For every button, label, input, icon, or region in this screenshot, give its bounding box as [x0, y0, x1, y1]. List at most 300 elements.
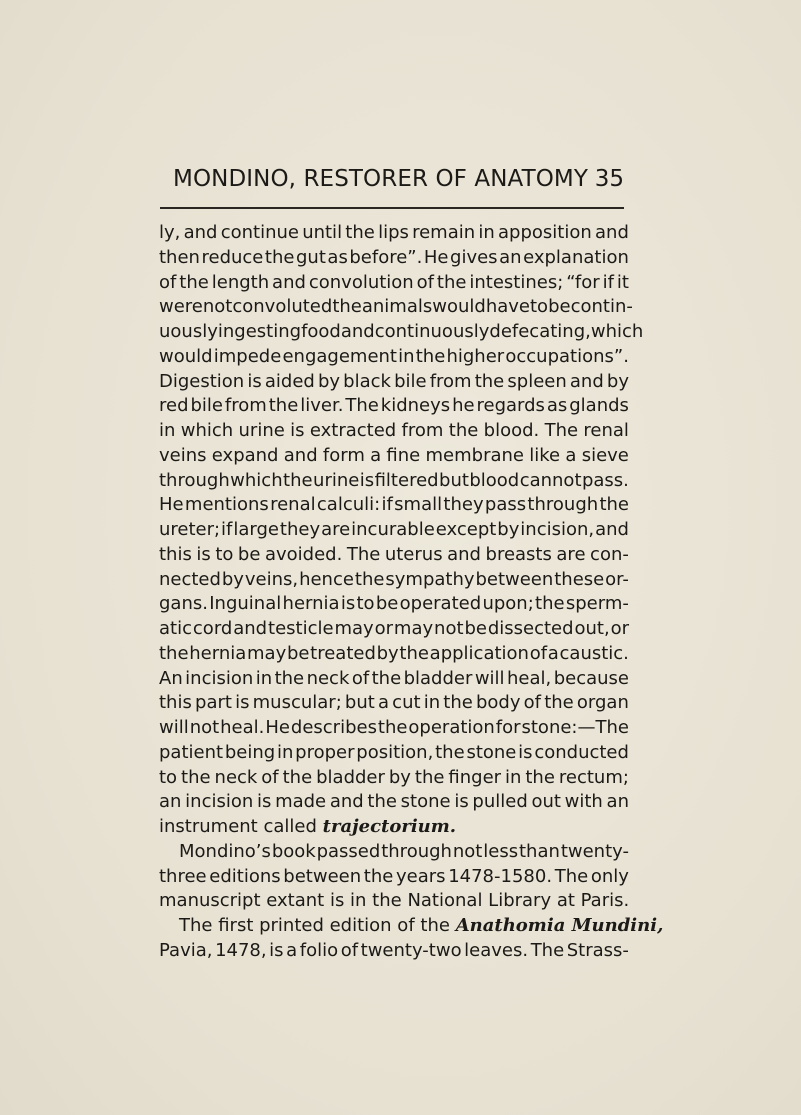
word: is	[518, 741, 533, 763]
word: only	[590, 865, 629, 887]
text-line	[159, 568, 629, 593]
word: and	[272, 271, 306, 293]
word: and	[233, 618, 268, 639]
word: Digestion	[159, 370, 245, 392]
word: patient	[159, 741, 224, 763]
word: may	[247, 642, 287, 664]
word: the	[399, 642, 429, 664]
word: twenty-two	[360, 939, 462, 961]
word: sieve	[581, 444, 629, 466]
word: uterus	[384, 543, 443, 565]
word: is	[340, 593, 356, 615]
word: Mondino’s	[179, 840, 271, 862]
word: neck	[306, 667, 350, 689]
word: it	[616, 271, 629, 293]
word: may	[393, 618, 434, 639]
word: not	[202, 296, 233, 318]
word: in	[159, 420, 176, 441]
word: of	[529, 642, 548, 664]
word: the	[435, 741, 465, 763]
word: leaves.	[464, 939, 529, 961]
word: engagement	[282, 345, 397, 367]
word: aided	[264, 370, 315, 392]
word: in	[255, 667, 273, 689]
word: and	[183, 222, 218, 243]
word: have	[485, 296, 530, 318]
word: treated	[310, 642, 376, 664]
word: The	[346, 543, 381, 565]
word: editions	[209, 865, 281, 887]
word: as	[327, 246, 348, 268]
word: made	[275, 791, 327, 813]
word: a	[286, 939, 298, 961]
word: gives	[450, 246, 498, 268]
text-line	[159, 444, 629, 469]
word: incision	[185, 791, 254, 813]
word: mentions	[184, 494, 269, 516]
word: in	[423, 692, 441, 714]
word: if	[221, 519, 233, 540]
word: the	[345, 222, 375, 243]
body-text	[159, 221, 664, 964]
word: a	[377, 692, 390, 714]
word: ureter;	[159, 519, 221, 540]
word: this	[159, 692, 192, 714]
word: position,	[356, 741, 434, 763]
word: to	[215, 543, 234, 565]
word: from	[429, 370, 472, 392]
word: because	[553, 667, 629, 689]
word: by	[317, 370, 341, 392]
word: gut	[295, 246, 326, 268]
text-line	[159, 741, 629, 766]
word: the	[474, 370, 505, 392]
word: less	[483, 840, 519, 862]
word: He	[265, 717, 290, 738]
word: heal,	[507, 667, 552, 689]
word: of	[261, 766, 279, 788]
word: before”.	[349, 246, 423, 268]
word: the	[436, 271, 467, 293]
word: in	[505, 766, 522, 788]
word: veins,	[244, 568, 299, 590]
word: between	[283, 865, 362, 887]
word: describes	[290, 717, 377, 738]
word: hernia	[282, 593, 340, 615]
word: Inguinal	[209, 593, 282, 615]
word: renal	[583, 420, 629, 441]
word: twenty-	[560, 840, 629, 862]
word: impede	[213, 345, 282, 367]
word: and	[569, 370, 604, 392]
word: which	[180, 420, 234, 441]
word: or	[610, 618, 629, 639]
word: until	[302, 222, 343, 243]
word: liver.	[300, 395, 344, 417]
word: the	[354, 568, 385, 590]
italic-title: Anathomia Mundini,	[455, 915, 664, 936]
word: were	[159, 296, 203, 318]
word: kidneys	[380, 395, 451, 417]
word: and	[329, 791, 364, 813]
word: be	[286, 642, 310, 664]
word: He	[159, 494, 184, 516]
word: black	[343, 370, 391, 392]
word: Strass-	[566, 939, 629, 961]
word: con-	[590, 543, 629, 565]
word: operation	[408, 717, 495, 738]
word: like	[529, 444, 561, 466]
word: of	[340, 939, 359, 961]
word: through	[381, 840, 452, 862]
word: through	[159, 469, 230, 491]
word: but	[344, 692, 375, 714]
word: which	[230, 469, 283, 491]
word: muscular;	[252, 692, 342, 714]
word: the	[363, 865, 394, 887]
word: finger	[448, 766, 502, 788]
word: of	[416, 271, 434, 293]
word: animals	[361, 296, 433, 318]
word: the	[371, 667, 402, 689]
word: 1478,	[215, 939, 267, 961]
word: be	[464, 618, 487, 639]
word: bladder	[316, 766, 385, 788]
text-line	[159, 345, 629, 370]
word: blood	[469, 469, 520, 491]
word: the	[415, 345, 446, 367]
word: remain	[412, 222, 476, 243]
word: pulled	[472, 791, 528, 813]
word: by	[497, 519, 520, 540]
word: spleen	[507, 370, 567, 392]
word: glands	[569, 395, 629, 417]
word: of	[523, 692, 542, 714]
word: convoluted	[232, 296, 333, 318]
paragraph-end-line	[159, 889, 629, 914]
word: hence	[299, 568, 354, 590]
text-line	[159, 543, 629, 568]
word: from	[224, 395, 267, 417]
paragraph-start-line	[159, 840, 629, 865]
word: renal	[270, 494, 316, 516]
word: bladder	[403, 667, 473, 689]
word: passed	[316, 840, 381, 862]
text-line	[159, 667, 629, 692]
word: or-	[605, 568, 629, 590]
text-line	[159, 617, 629, 642]
word: out	[531, 791, 561, 813]
word: three	[159, 865, 207, 887]
word: the	[181, 766, 211, 788]
word: extracted	[309, 420, 397, 441]
word: ly,	[159, 222, 181, 243]
word: contin-	[570, 296, 633, 318]
word: length	[211, 271, 270, 293]
text-line	[159, 271, 629, 296]
word: the	[179, 271, 209, 293]
word: is	[290, 420, 305, 441]
word: sperm-	[565, 593, 629, 615]
word: which	[590, 321, 644, 342]
text-line	[159, 493, 629, 518]
word: the	[443, 692, 473, 714]
word: the	[599, 494, 629, 516]
word: reduce	[201, 246, 264, 268]
word: they	[443, 494, 484, 516]
word: urine	[238, 420, 285, 441]
line-text: manuscript extant is in the National Library at Paris.	[159, 890, 630, 912]
word: for	[495, 717, 521, 738]
word: will	[159, 717, 189, 738]
word: part	[195, 692, 232, 714]
word: would	[432, 296, 486, 318]
word: explanation	[523, 246, 629, 268]
word: the	[159, 642, 189, 664]
word: stone	[466, 741, 517, 763]
word: an	[499, 246, 522, 268]
word: in	[276, 741, 294, 763]
word: these	[554, 568, 605, 590]
line-text: instrument called	[159, 816, 317, 837]
word: the	[448, 420, 479, 441]
word: and	[595, 519, 629, 540]
word: will	[474, 667, 505, 689]
word: The	[554, 865, 589, 887]
word: regards	[476, 395, 545, 417]
word: is	[256, 791, 272, 813]
text-line	[159, 370, 629, 395]
word: be	[375, 593, 399, 615]
text-line	[159, 320, 644, 345]
word: if	[602, 271, 614, 293]
word: breasts	[485, 543, 552, 565]
word: to	[356, 593, 375, 615]
word: folio	[299, 939, 339, 961]
word: the	[274, 667, 305, 689]
word: is	[269, 939, 284, 961]
word: convolution	[308, 271, 414, 293]
text-line	[159, 246, 629, 271]
word: if	[381, 494, 393, 516]
word: he	[452, 395, 475, 417]
word: food	[301, 321, 341, 342]
text-line	[159, 790, 629, 815]
word: occupations”.	[505, 345, 629, 367]
word: an	[606, 791, 629, 813]
word: membrane	[425, 444, 524, 466]
word: the	[377, 717, 408, 738]
text-line	[159, 642, 629, 667]
word: and	[447, 543, 481, 565]
word: caustic.	[559, 642, 629, 664]
word: is	[235, 692, 250, 714]
word: by	[388, 766, 411, 788]
word: this	[159, 543, 192, 565]
word: in	[398, 345, 415, 367]
word: with	[564, 791, 603, 813]
word: atic	[159, 618, 192, 639]
word: not	[434, 618, 464, 639]
text-line	[159, 394, 629, 419]
text-line	[159, 221, 629, 246]
word: application	[429, 642, 529, 664]
word: blood.	[483, 420, 540, 441]
word: intestines;	[469, 271, 564, 293]
word: “for	[566, 271, 600, 293]
word: may	[334, 618, 374, 639]
word: lips	[378, 222, 409, 243]
word: the	[283, 469, 313, 491]
word: rectum;	[558, 766, 629, 788]
word: an	[159, 791, 182, 813]
word: the	[525, 766, 555, 788]
word: heal.	[220, 717, 265, 738]
word: and	[283, 444, 318, 466]
word: incision,	[520, 519, 595, 540]
word: cut	[392, 692, 421, 714]
word: incurable	[351, 519, 435, 540]
word: pass.	[581, 469, 629, 491]
word: but	[439, 469, 469, 491]
word: a	[547, 642, 559, 664]
word: to	[530, 296, 549, 318]
running-title: MONDINO, RESTORER OF ANATOMY	[173, 166, 589, 192]
word: through	[527, 494, 599, 516]
word: is	[454, 791, 469, 813]
word: filtered	[374, 469, 439, 491]
word: cannot	[519, 469, 582, 491]
word: in	[478, 222, 495, 243]
text-line	[159, 939, 629, 964]
paragraph-start-line	[159, 914, 664, 939]
word: between	[475, 568, 554, 590]
word: by	[221, 568, 244, 590]
word: not	[452, 840, 483, 862]
page-header	[160, 163, 624, 197]
word: are	[556, 543, 586, 565]
word: or	[374, 618, 394, 639]
text-line	[159, 716, 629, 741]
word: Pavia,	[159, 939, 213, 961]
word: veins	[159, 444, 207, 466]
text-line	[159, 518, 629, 543]
word: proper	[295, 741, 355, 763]
word: ingesting	[217, 321, 302, 342]
word: then	[159, 246, 200, 268]
word: a	[565, 444, 577, 466]
word: and	[340, 321, 375, 342]
text-line	[159, 469, 629, 494]
word: uously	[159, 321, 218, 342]
header-rule	[160, 207, 624, 209]
word: red	[159, 395, 189, 417]
word: out,	[574, 618, 610, 639]
word: sympathy	[385, 568, 475, 590]
word: upon;	[482, 593, 534, 615]
word: bile	[394, 370, 427, 392]
word: operated	[399, 593, 482, 615]
word: by	[376, 642, 399, 664]
word: is	[196, 543, 211, 565]
text-line-italic-term	[159, 815, 629, 840]
word: large	[233, 519, 279, 540]
word: pass	[484, 494, 527, 516]
word: the	[544, 692, 574, 714]
word: the	[332, 296, 362, 318]
word: defecating,	[489, 321, 591, 342]
word: hernia	[189, 642, 247, 664]
word: The	[530, 939, 565, 961]
word: conducted	[534, 741, 629, 763]
word: the	[268, 395, 299, 417]
word: The	[345, 395, 379, 417]
word: as	[546, 395, 568, 417]
word: small	[394, 494, 443, 516]
word: 1478-1580.	[448, 865, 553, 887]
word: the	[535, 593, 565, 615]
word: calculi:	[316, 494, 381, 516]
text-line	[159, 766, 629, 791]
word: of	[351, 667, 370, 689]
word: The	[544, 420, 579, 441]
word: from	[401, 420, 444, 441]
word: not	[189, 717, 220, 738]
word: to	[159, 766, 178, 788]
word: book	[271, 840, 316, 862]
word: expand	[211, 444, 279, 466]
text-line	[159, 691, 629, 716]
word: bile	[190, 395, 223, 417]
word: a	[370, 444, 382, 466]
word: the	[414, 766, 445, 788]
word: the	[367, 791, 397, 813]
word: neck	[214, 766, 258, 788]
text-line	[159, 419, 629, 444]
word: avoided.	[264, 543, 343, 565]
word: urine	[313, 469, 360, 491]
word: being	[224, 741, 276, 763]
word: continuously	[374, 321, 490, 342]
word: body	[475, 692, 521, 714]
word: be	[548, 296, 571, 318]
word: cord	[192, 618, 233, 639]
word: form	[322, 444, 365, 466]
page-number: 35	[594, 166, 624, 192]
word: dissected	[487, 618, 574, 639]
word: gans.	[159, 593, 208, 615]
text-line	[159, 865, 629, 890]
word: except	[435, 519, 497, 540]
word: by	[606, 370, 629, 392]
word: they	[279, 519, 321, 540]
word: the	[264, 246, 295, 268]
word: An	[159, 667, 183, 689]
text-line	[159, 295, 633, 320]
word: continue	[220, 222, 299, 243]
word: higher	[446, 345, 505, 367]
word: of	[159, 271, 177, 293]
word: stone	[400, 791, 451, 813]
word: apposition	[498, 222, 592, 243]
word: incision	[185, 667, 254, 689]
word: testicle	[268, 618, 334, 639]
italic-term: trajectorium.	[322, 816, 457, 837]
word: fine	[386, 444, 421, 466]
word: the	[282, 766, 313, 788]
word: stone:—The	[521, 717, 629, 738]
word: than	[519, 840, 560, 862]
